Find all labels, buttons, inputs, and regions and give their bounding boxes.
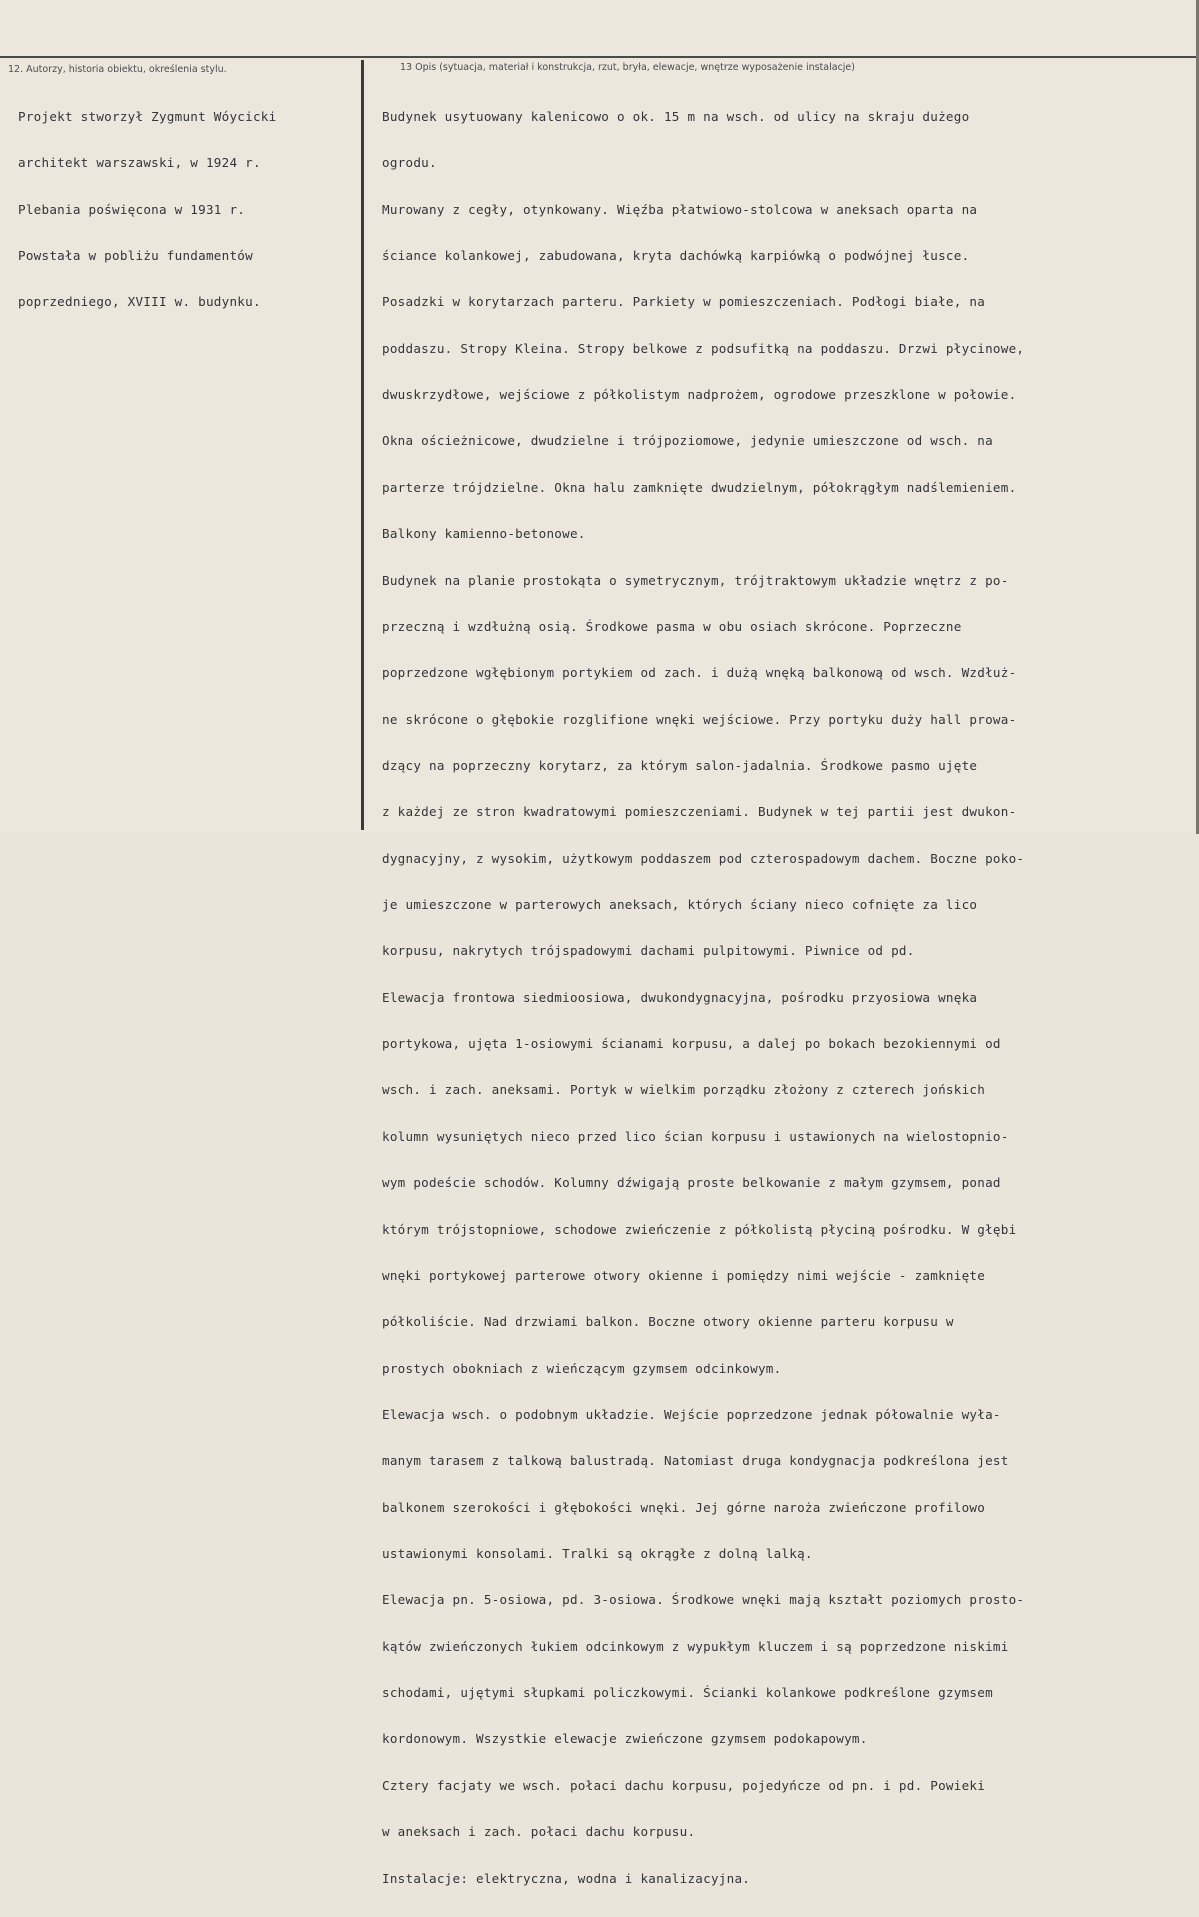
- text-line: ściance kolankowej, zabudowana, kryta dachówką karpiówką o podwójnej łusce.: [382, 247, 970, 263]
- text-line: dwuskrzydłowe, wejściowe z półkolistym nadprożem, ogrodowe przeszklone w połowie.: [382, 387, 1017, 403]
- text-line: Okna ościeżnicowe, dwudzielne i trójpoziomowe, jedynie umieszczone od wsch. na: [382, 433, 993, 449]
- text-line: Murowany z cegły, otynkowany. Więźba płatwiowo-stolcowa w aneksach oparta na: [382, 201, 978, 217]
- text-line: Projekt stworzył Zygmunt Wóycicki: [18, 108, 277, 124]
- text-line: ogrodu.: [382, 155, 437, 171]
- text-line: którym trójstopniowe, schodowe zwieńczenie z półkolistą płyciną pośrodku. W głębi: [382, 1221, 1017, 1237]
- text-line: Budynek usytuowany kalenicowo o ok. 15 m na wsch. od ulicy na skraju dużego: [382, 108, 970, 124]
- text-line: portykowa, ujęta 1-osiowymi ścianami korpusu, a dalej po bokach bezokiennymi od: [382, 1036, 1001, 1052]
- text-line: dzący na poprzeczny korytarz, za którym salon-jadalnia. Środkowe pasmo ujęte: [382, 757, 978, 773]
- section-13-caption: 13 Opis (sytuacja, materiał i konstrukcja, rzut, bryła, elewacje, wnętrze wyposażenie instalacje): [400, 62, 855, 73]
- text-line: w aneksach i zach. połaci dachu korpusu.: [382, 1824, 696, 1840]
- text-line: Elewacja pn. 5-osiowa, pd. 3-osiowa. Środkowe wnęki mają kształt poziomych prosto-: [382, 1592, 1025, 1608]
- text-line: ustawionymi konsolami. Tralki są okrągłe z dolną lalką.: [382, 1546, 813, 1562]
- text-line: Posadzki w korytarzach parteru. Parkiety w pomieszczeniach. Podłogi białe, na: [382, 294, 986, 310]
- text-line: Plebania poświęcona w 1931 r.: [18, 201, 246, 217]
- text-line: je umieszczone w parterowych aneksach, których ściany nieco cofnięte za lico: [382, 897, 978, 913]
- authors-history-text: [18, 78, 276, 341]
- text-line: architekt warszawski, w 1924 r.: [18, 155, 261, 171]
- text-line: kątów zwieńczonych łukiem odcinkowym z wypukłym kluczem i są poprzedzone niskimi: [382, 1638, 1009, 1654]
- text-line: manym tarasem z talkową balustradą. Natomiast druga kondygnacja podkreślona jest: [382, 1453, 1009, 1469]
- text-line: z każdej ze stron kwadratowymi pomieszczeniami. Budynek w tej partii jest dwukon-: [382, 804, 1017, 820]
- text-line: przeczną i wzdłużną osią. Środkowe pasma w obu osiach skrócone. Poprzeczne: [382, 618, 962, 634]
- text-line: Elewacja frontowa siedmioosiowa, dwukondygnacyjna, pośrodku przyosiowa wnęka: [382, 989, 978, 1005]
- text-line: Balkony kamienno-betonowe.: [382, 526, 586, 542]
- text-line: kolumn wysuniętych nieco przed lico ścian korpusu i ustawionych na wielostopnio-: [382, 1128, 1009, 1144]
- description-text: [382, 78, 1024, 1917]
- text-line: wym podeście schodów. Kolumny dźwigają proste belkowanie z małym gzymsem, ponad: [382, 1175, 1001, 1191]
- text-line: balkonem szerokości i głębokości wnęki. Jej górne naroża zwieńczone profilowo: [382, 1499, 986, 1515]
- column-divider: [361, 60, 364, 830]
- text-line: prostych obokniach z wieńczącym gzymsem odcinkowym.: [382, 1360, 782, 1376]
- text-line: Powstała w pobliżu fundamentów: [18, 247, 253, 263]
- text-line: Budynek na planie prostokąta o symetrycznym, trójtraktowym układzie wnętrz z po-: [382, 572, 1009, 588]
- text-line: wsch. i zach. aneksami. Portyk w wielkim porządku złożony z czterech jońskich: [382, 1082, 986, 1098]
- text-line: kordonowym. Wszystkie elewacje zwieńczone gzymsem podokapowym.: [382, 1731, 868, 1747]
- text-line: Instalacje: elektryczna, wodna i kanalizacyjna.: [382, 1870, 751, 1886]
- section-12-caption: 12. Autorzy, historia obiektu, określenia stylu.: [8, 64, 227, 75]
- text-line: dygnacyjny, z wysokim, użytkowym poddaszem pod czterospadowym dachem. Boczne poko-: [382, 850, 1025, 866]
- text-line: ne skrócone o głębokie rozglifione wnęki wejściowe. Przy portyku duży hall prowa-: [382, 711, 1017, 727]
- text-line: poprzedzone wgłębionym portykiem od zach. i dużą wnęką balkonową od wsch. Wzdłuż-: [382, 665, 1017, 681]
- text-line: Cztery facjaty we wsch. połaci dachu korpusu, pojedyńcze od pn. i pd. Powieki: [382, 1777, 986, 1793]
- text-line: wnęki portykowej parterowe otwory okienne i pomiędzy nimi wejście - zamknięte: [382, 1267, 986, 1283]
- text-line: półkoliście. Nad drzwiami balkon. Boczne otwory okienne parteru korpusu w: [382, 1314, 954, 1330]
- text-line: korpusu, nakrytych trójspadowymi dachami pulpitowymi. Piwnice od pd.: [382, 943, 915, 959]
- text-line: schodami, ujętymi słupkami policzkowymi. Ścianki kolankowe podkreślone gzymsem: [382, 1685, 993, 1701]
- text-line: poddaszu. Stropy Kleina. Stropy belkowe z podsufitką na poddaszu. Drzwi płycinowe,: [382, 340, 1025, 356]
- text-line: poprzedniego, XVIII w. budynku.: [18, 294, 261, 310]
- text-line: Elewacja wsch. o podobnym układzie. Wejście poprzedzone jednak półowalnie wyła-: [382, 1406, 1001, 1422]
- text-line: parterze trójdzielne. Okna halu zamknięte dwudzielnym, półokrągłym nadślemieniem.: [382, 479, 1017, 495]
- header-divider: [0, 56, 1199, 58]
